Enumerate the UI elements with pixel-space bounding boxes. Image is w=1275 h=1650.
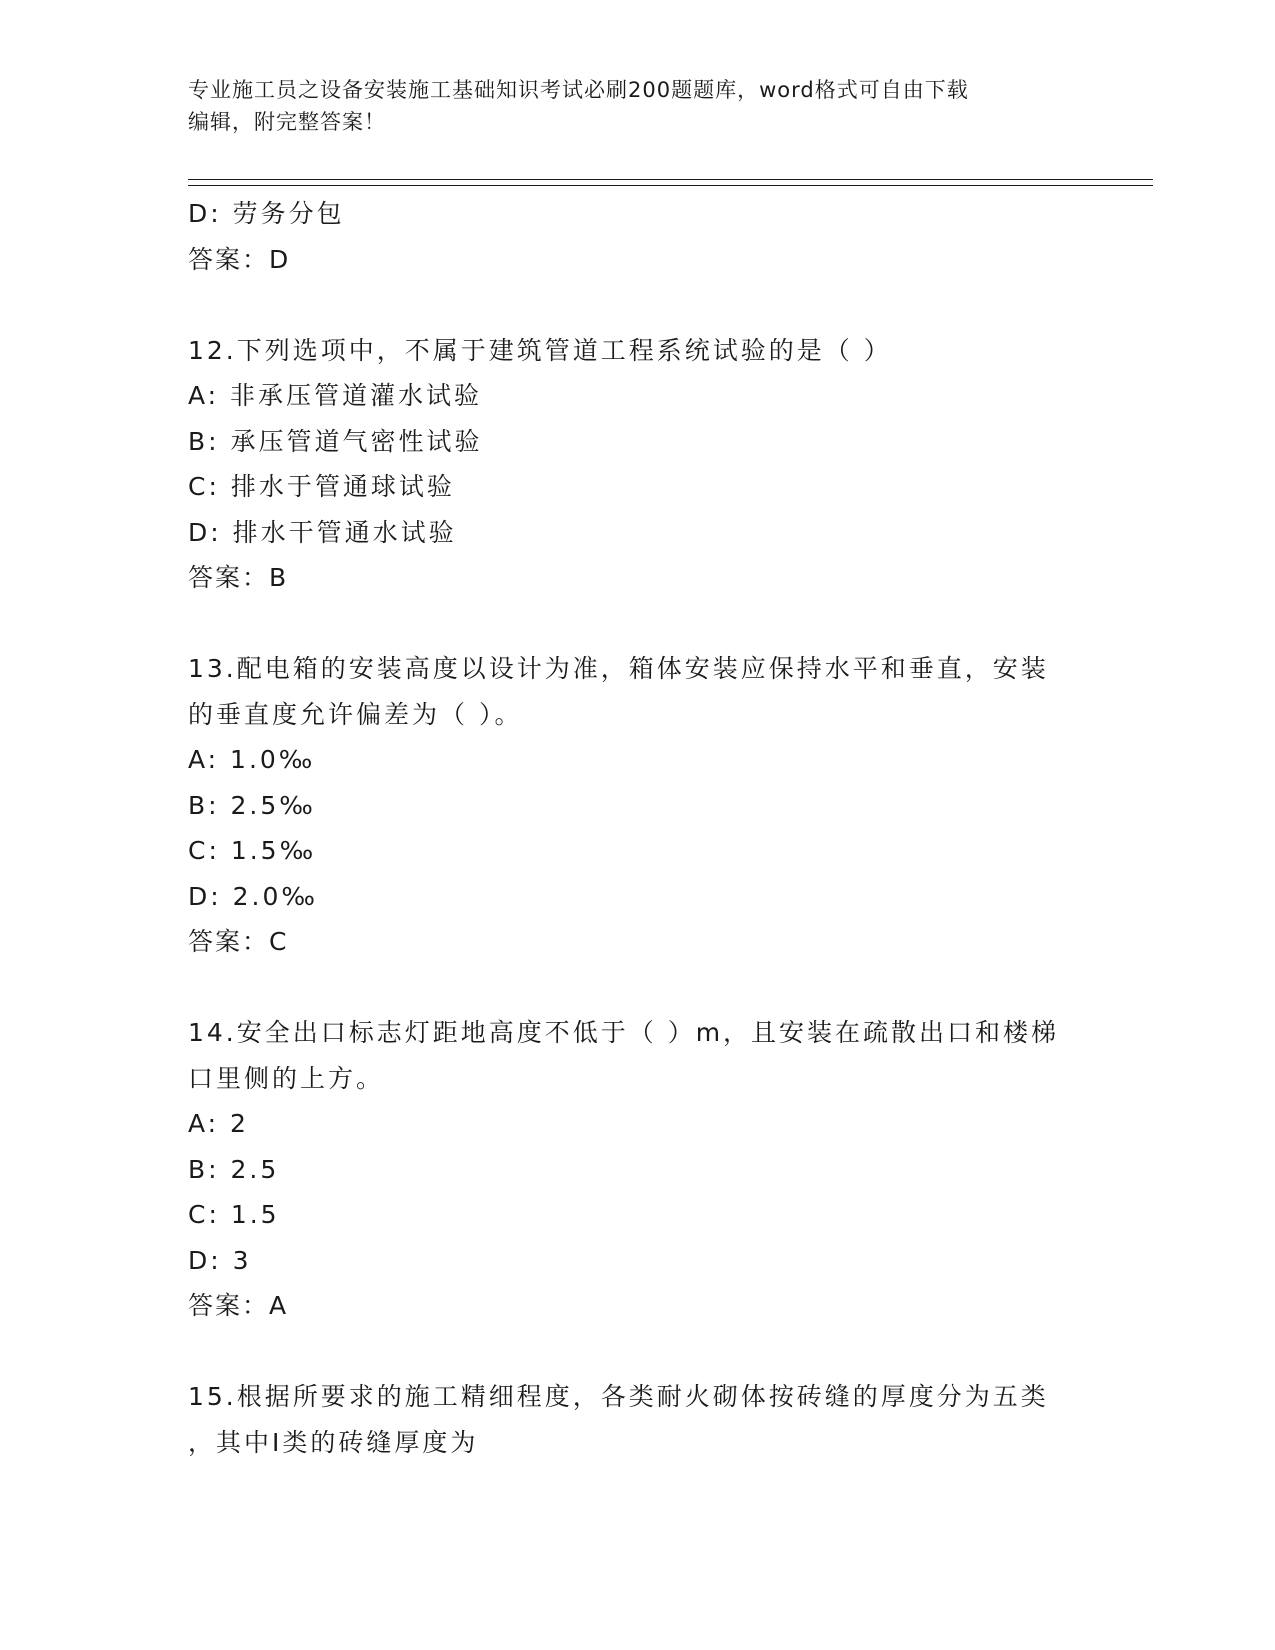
header-divider-top bbox=[188, 179, 1153, 180]
header-divider-bottom bbox=[188, 185, 1153, 186]
question-14-answer: 答案：A bbox=[188, 1291, 289, 1320]
question-13-answer: 答案：C bbox=[188, 927, 289, 956]
question-14-option-d: D: 3 bbox=[188, 1245, 252, 1275]
question-14-text-line-2: 口里侧的上方。 bbox=[188, 1063, 385, 1093]
question-12-option-a: A: 非承压管道灌水试验 bbox=[188, 381, 483, 410]
header-line-2: 编辑，附完整答案！ bbox=[188, 110, 386, 134]
question-14-option-a: A: 2 bbox=[188, 1109, 249, 1138]
question-13-text-line-2: 的垂直度允许偏差为（ ）。 bbox=[188, 699, 523, 729]
question-14-option-b: B: 2.5 bbox=[188, 1154, 280, 1184]
question-14-text-line-1: 14.安全出口标志灯距地高度不低于（ ）m，且安装在疏散出口和楼梯 bbox=[188, 1018, 1060, 1047]
page-header bbox=[188, 74, 1088, 138]
question-12-text: 12.下列选项中，不属于建筑管道工程系统试验的是（ ） bbox=[188, 335, 892, 365]
question-15-text-line-1: 15.根据所要求的施工精细程度，各类耐火砌体按砖缝的厚度分为五类 bbox=[188, 1382, 1049, 1411]
question-13-option-c: C: 1.5‰ bbox=[188, 836, 317, 865]
header-line-1: 专业施工员之设备安装施工基础知识考试必刷200题题库，word格式可自由下载 bbox=[188, 78, 969, 102]
question-12-option-d: D: 排水干管通水试验 bbox=[188, 517, 457, 547]
spacer bbox=[188, 282, 1088, 328]
prev-option-d: D: 劳务分包 bbox=[188, 199, 345, 228]
question-12-option-b: B: 承压管道气密性试验 bbox=[188, 426, 483, 456]
question-14-option-c: C: 1.5 bbox=[188, 1200, 280, 1229]
spacer bbox=[188, 965, 1088, 1011]
question-13-option-d: D: 2.0‰ bbox=[188, 881, 318, 911]
question-15-text-line-2: ，其中Ⅰ类的砖缝厚度为 bbox=[188, 1427, 479, 1457]
question-13-text-line-1: 13.配电箱的安装高度以设计为准，箱体安装应保持水平和垂直，安装 bbox=[188, 654, 1049, 683]
question-12-option-c: C: 排水于管通球试验 bbox=[188, 472, 455, 501]
question-13-option-b: B: 2.5‰ bbox=[188, 790, 316, 820]
question-12-answer: 答案：B bbox=[188, 563, 289, 592]
spacer bbox=[188, 1329, 1088, 1375]
question-13-option-a: A: 1.0‰ bbox=[188, 745, 316, 774]
question-content bbox=[188, 191, 1088, 1465]
prev-answer: 答案：D bbox=[188, 244, 291, 274]
spacer bbox=[188, 601, 1088, 647]
